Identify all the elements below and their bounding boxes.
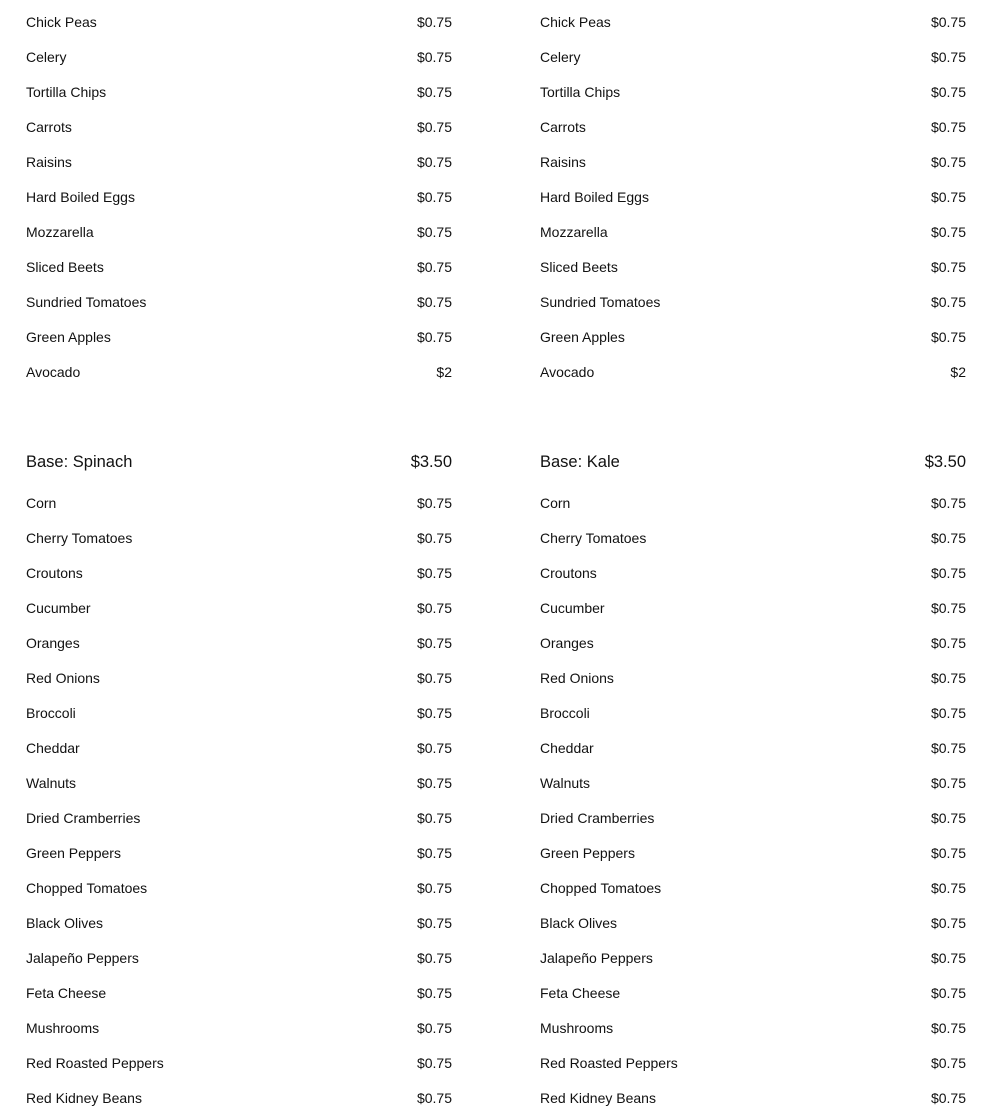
item-name: Corn [540, 495, 571, 511]
item-name: Avocado [26, 364, 81, 380]
item-price: $0.75 [930, 950, 966, 966]
item-name: Dried Cramberries [540, 810, 655, 826]
dot-leader [660, 1092, 923, 1102]
item-price: $0.75 [416, 189, 452, 205]
item-name: Mushrooms [540, 1020, 614, 1036]
menu-item [26, 493, 452, 513]
dot-leader [108, 261, 409, 271]
item-price: $2 [436, 364, 452, 380]
item-name: Carrots [540, 119, 586, 135]
item-name: Mozzarella [540, 224, 608, 240]
item-name: Chick Peas [540, 14, 611, 30]
base-name: Base: Spinach [26, 453, 133, 471]
item-price: $0.75 [416, 495, 452, 511]
menu-item [26, 598, 452, 618]
dot-leader [107, 917, 409, 927]
menu-item [540, 878, 966, 898]
dot-leader [139, 191, 409, 201]
item-price: $0.75 [416, 775, 452, 791]
item-price: $0.75 [930, 565, 966, 581]
item-name: Chopped Tomatoes [26, 880, 148, 896]
item-price: $0.75 [930, 224, 966, 240]
item-name: Chick Peas [26, 14, 97, 30]
item-price: $0.75 [416, 530, 452, 546]
base-header [540, 450, 966, 474]
dot-leader [658, 812, 923, 822]
dot-leader [115, 331, 409, 341]
dot-leader [101, 16, 409, 26]
menu-item [540, 528, 966, 548]
item-price: $0.75 [930, 985, 966, 1001]
dot-leader [104, 672, 409, 682]
item-price: $0.75 [930, 84, 966, 100]
item-price: $2 [950, 364, 966, 380]
item-price: $0.75 [930, 915, 966, 931]
item-price: $0.75 [416, 259, 452, 275]
menu-item [26, 948, 452, 968]
item-price: $0.75 [930, 14, 966, 30]
dot-leader [657, 952, 923, 962]
item-price: $0.75 [416, 154, 452, 170]
item-price: $0.75 [930, 49, 966, 65]
item-price: $0.75 [930, 740, 966, 756]
item-name: Mushrooms [26, 1020, 100, 1036]
menu-item [26, 668, 452, 688]
menu-item [540, 327, 966, 347]
item-price: $0.75 [930, 670, 966, 686]
menu-item [26, 12, 452, 32]
menu-item [26, 983, 452, 1003]
dot-leader [594, 707, 923, 717]
item-name: Feta Cheese [26, 985, 107, 1001]
dot-leader [609, 602, 923, 612]
item-price: $0.75 [930, 154, 966, 170]
item-name: Oranges [26, 635, 80, 651]
dot-leader [574, 497, 923, 507]
menu-item [26, 843, 452, 863]
item-price: $0.75 [930, 329, 966, 345]
menu-item [540, 187, 966, 207]
item-name: Feta Cheese [540, 985, 621, 1001]
item-name: Hard Boiled Eggs [26, 189, 135, 205]
dot-leader [110, 987, 409, 997]
item-name: Oranges [540, 635, 594, 651]
dot-leader [639, 847, 923, 857]
item-name: Croutons [26, 565, 83, 581]
menu-item [540, 668, 966, 688]
item-name: Cheddar [540, 740, 594, 756]
item-price: $0.75 [416, 565, 452, 581]
dot-leader [622, 261, 923, 271]
item-price: $0.75 [930, 530, 966, 546]
item-price: $0.75 [416, 950, 452, 966]
menu-item [26, 633, 452, 653]
dot-leader [598, 366, 942, 376]
dot-leader [617, 1022, 923, 1032]
item-price: $0.75 [416, 600, 452, 616]
item-name: Sundried Tomatoes [540, 294, 661, 310]
dot-leader [590, 156, 923, 166]
menu-item [26, 257, 452, 277]
dot-leader [621, 917, 923, 927]
item-price: $0.75 [416, 294, 452, 310]
dot-leader [665, 882, 923, 892]
base-price: $3.50 [924, 453, 966, 471]
menu-item [540, 222, 966, 242]
dot-leader [80, 777, 409, 787]
item-name: Hard Boiled Eggs [540, 189, 649, 205]
item-name: Green Peppers [540, 845, 635, 861]
dot-leader [103, 1022, 409, 1032]
dot-leader [650, 532, 923, 542]
menu-item [540, 563, 966, 583]
item-name: Green Peppers [26, 845, 121, 861]
item-price: $0.75 [416, 224, 452, 240]
item-price: $0.75 [416, 49, 452, 65]
dot-leader [664, 296, 923, 306]
dot-leader [136, 532, 409, 542]
menu-item [26, 808, 452, 828]
dot-leader [612, 226, 923, 236]
base-name: Base: Kale [540, 453, 620, 471]
menu-item [26, 1088, 452, 1108]
dot-leader [624, 454, 917, 466]
item-name: Red Kidney Beans [540, 1090, 656, 1106]
item-price: $0.75 [930, 635, 966, 651]
item-price: $0.75 [416, 985, 452, 1001]
item-name: Cucumber [540, 600, 605, 616]
dot-leader [629, 331, 923, 341]
item-name: Broccoli [26, 705, 76, 721]
item-name: Cucumber [26, 600, 91, 616]
item-name: Sliced Beets [540, 259, 618, 275]
item-price: $0.75 [930, 600, 966, 616]
dot-leader [601, 567, 923, 577]
item-price: $0.75 [416, 1090, 452, 1106]
item-price: $0.75 [416, 1020, 452, 1036]
item-name: Corn [26, 495, 57, 511]
menu-item [26, 703, 452, 723]
menu-item [540, 913, 966, 933]
item-name: Jalapeño Peppers [540, 950, 653, 966]
menu-item [540, 82, 966, 102]
item-name: Walnuts [26, 775, 77, 791]
item-price: $0.75 [930, 1020, 966, 1036]
menu-item [540, 703, 966, 723]
item-price: $0.75 [416, 740, 452, 756]
item-price: $0.75 [930, 1055, 966, 1071]
item-name: Broccoli [540, 705, 590, 721]
menu-item [26, 47, 452, 67]
dot-leader [682, 1057, 923, 1067]
item-price: $0.75 [930, 189, 966, 205]
menu-item [540, 117, 966, 137]
item-price: $0.75 [416, 329, 452, 345]
menu-item [26, 117, 452, 137]
dot-leader [146, 1092, 409, 1102]
dot-leader [110, 86, 409, 96]
menu-item [540, 1053, 966, 1073]
menu-item [26, 187, 452, 207]
item-name: Red Roasted Peppers [540, 1055, 678, 1071]
dot-leader [598, 637, 923, 647]
item-price: $0.75 [930, 119, 966, 135]
item-name: Black Olives [540, 915, 618, 931]
dot-leader [80, 707, 409, 717]
dot-leader [150, 296, 409, 306]
menu-item [540, 738, 966, 758]
menu-item [540, 1088, 966, 1108]
menu-item [26, 563, 452, 583]
item-name: Black Olives [26, 915, 104, 931]
menu-item [26, 82, 452, 102]
menu-item [26, 152, 452, 172]
item-price: $0.75 [930, 810, 966, 826]
item-name: Avocado [540, 364, 595, 380]
menu-item [26, 913, 452, 933]
item-name: Carrots [26, 119, 72, 135]
dot-leader [653, 191, 923, 201]
item-price: $0.75 [930, 259, 966, 275]
item-name: Sliced Beets [26, 259, 104, 275]
menu-item [540, 257, 966, 277]
item-price: $0.75 [416, 915, 452, 931]
dot-leader [624, 987, 923, 997]
dot-leader [84, 366, 428, 376]
menu-item [540, 152, 966, 172]
item-name: Red Onions [26, 670, 100, 686]
dot-leader [618, 672, 923, 682]
item-name: Red Onions [540, 670, 614, 686]
item-price: $0.75 [416, 84, 452, 100]
item-price: $0.75 [416, 880, 452, 896]
item-price: $0.75 [930, 880, 966, 896]
item-name: Celery [26, 49, 67, 65]
item-price: $0.75 [416, 1055, 452, 1071]
item-name: Mozzarella [26, 224, 94, 240]
dot-leader [624, 86, 923, 96]
base-price: $3.50 [410, 453, 452, 471]
menu-item [26, 362, 452, 382]
item-price: $0.75 [416, 14, 452, 30]
dot-leader [143, 952, 409, 962]
dot-leader [87, 567, 409, 577]
item-name: Chopped Tomatoes [540, 880, 662, 896]
item-price: $0.75 [930, 845, 966, 861]
dot-leader [76, 121, 409, 131]
item-name: Red Kidney Beans [26, 1090, 142, 1106]
dot-leader [584, 51, 922, 61]
item-name: Green Apples [540, 329, 625, 345]
menu-item [540, 633, 966, 653]
menu-item [540, 773, 966, 793]
dot-leader [76, 156, 409, 166]
menu-item [540, 47, 966, 67]
item-name: Walnuts [540, 775, 591, 791]
dot-leader [615, 16, 923, 26]
item-price: $0.75 [416, 810, 452, 826]
menu-item [540, 362, 966, 382]
menu-item [540, 808, 966, 828]
dot-leader [125, 847, 409, 857]
item-price: $0.75 [930, 294, 966, 310]
dot-leader [60, 497, 409, 507]
dot-leader [84, 637, 409, 647]
item-name: Celery [540, 49, 581, 65]
item-name: Raisins [26, 154, 72, 170]
item-name: Tortilla Chips [26, 84, 107, 100]
item-name: Jalapeño Peppers [26, 950, 139, 966]
menu-item [26, 738, 452, 758]
menu-item [26, 1018, 452, 1038]
dot-leader [168, 1057, 409, 1067]
menu-item [540, 843, 966, 863]
item-name: Sundried Tomatoes [26, 294, 147, 310]
menu-item [26, 1053, 452, 1073]
dot-leader [151, 882, 409, 892]
item-name: Dried Cramberries [26, 810, 141, 826]
item-name: Cheddar [26, 740, 80, 756]
dot-leader [98, 226, 409, 236]
menu-item [540, 12, 966, 32]
dot-leader [136, 454, 402, 466]
item-name: Tortilla Chips [540, 84, 621, 100]
dot-leader [598, 742, 923, 752]
item-name: Croutons [540, 565, 597, 581]
item-price: $0.75 [930, 705, 966, 721]
dot-leader [594, 777, 923, 787]
dot-leader [95, 602, 409, 612]
item-price: $0.75 [930, 1090, 966, 1106]
item-name: Raisins [540, 154, 586, 170]
menu-item [540, 598, 966, 618]
item-name: Green Apples [26, 329, 111, 345]
item-price: $0.75 [416, 119, 452, 135]
base-header [26, 450, 452, 474]
item-price: $0.75 [416, 635, 452, 651]
item-name: Red Roasted Peppers [26, 1055, 164, 1071]
dot-leader [70, 51, 408, 61]
item-price: $0.75 [416, 670, 452, 686]
menu-item [26, 327, 452, 347]
menu-item [540, 983, 966, 1003]
dot-leader [590, 121, 923, 131]
menu-item [26, 292, 452, 312]
item-price: $0.75 [416, 705, 452, 721]
item-name: Cherry Tomatoes [26, 530, 133, 546]
dot-leader [84, 742, 409, 752]
menu-item [540, 948, 966, 968]
item-price: $0.75 [416, 845, 452, 861]
menu-item [26, 878, 452, 898]
menu-item [26, 222, 452, 242]
menu-item [26, 773, 452, 793]
menu-item [540, 493, 966, 513]
item-price: $0.75 [930, 495, 966, 511]
item-name: Cherry Tomatoes [540, 530, 647, 546]
menu-item [26, 528, 452, 548]
dot-leader [144, 812, 409, 822]
menu-item [540, 1018, 966, 1038]
menu-item [540, 292, 966, 312]
item-price: $0.75 [930, 775, 966, 791]
